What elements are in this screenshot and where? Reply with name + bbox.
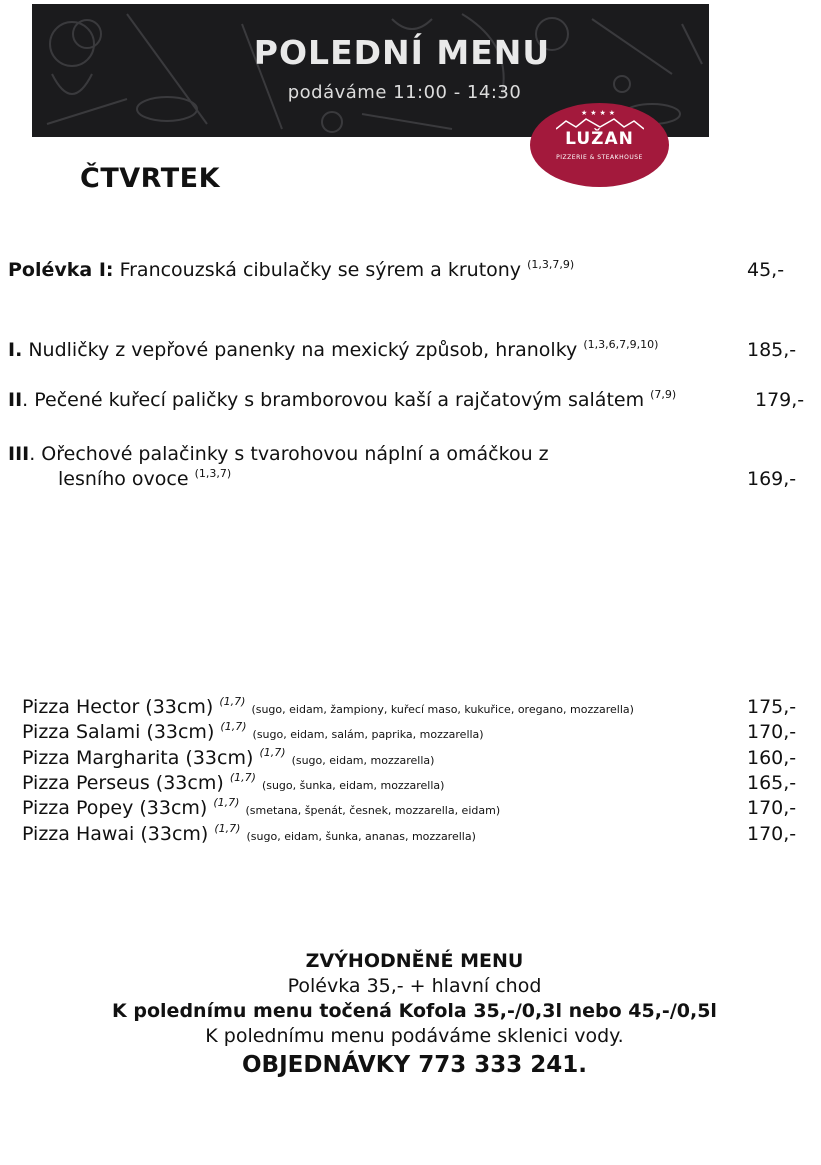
main-name: . Pečené kuřecí paličky s bramborovou kaší a rajčatovým salátem [22, 389, 645, 411]
pizza-name: Pizza Margharita (33cm) [22, 747, 254, 769]
pizza-name: Pizza Perseus (33cm) [22, 772, 224, 794]
pizza-price: 165,- [747, 772, 797, 794]
pizza-allergens: (1,7) [219, 695, 246, 708]
pizza-item [22, 796, 500, 823]
pizza-price: 170,- [747, 721, 797, 743]
logo-tagline: PIZZERIE & STEAKHOUSE [556, 154, 643, 161]
soup-price: 45,- [747, 259, 785, 281]
main-numeral: I. [8, 339, 23, 361]
promo-heading: ZVÝHODNĚNÉ MENU [305, 950, 524, 972]
logo-name: LUŽAN [565, 129, 634, 149]
pizza-ingredients: (sugo, eidam, šunka, ananas, mozzarella) [246, 830, 476, 843]
main-allergens: (1,3,6,7,9,10) [583, 338, 659, 351]
pizza-ingredients: (sugo, eidam, žampiony, kuřecí maso, kukuřice, oregano, mozzarella) [251, 703, 634, 716]
menu-title: POLEDNÍ MENU [253, 33, 551, 72]
pizza-ingredients: (smetana, špenát, česnek, mozzarella, eidam) [245, 804, 501, 817]
pizza-item [22, 771, 444, 798]
main-name: Nudličky z vepřové panenky na mexický způsob, hranolky [22, 339, 578, 361]
water-note: K polednímu menu podáváme sklenici vody. [205, 1025, 624, 1047]
soup-allergens: (1,3,7,9) [527, 258, 575, 271]
pizza-name: Pizza Salami (33cm) [22, 721, 215, 743]
soup-name: Francouzská cibulačky se sýrem a krutony [119, 259, 522, 281]
pizza-item [22, 746, 434, 773]
soup-label: Polévka I: [8, 259, 114, 281]
day-heading: ČTVRTEK [80, 163, 220, 194]
main-price: 169,- [747, 468, 797, 490]
pizza-item [22, 695, 634, 722]
main-allergens: (1,3,7) [194, 467, 232, 480]
main-price: 179,- [755, 389, 805, 411]
serving-hours: podáváme 11:00 - 14:30 [287, 82, 522, 103]
pizza-price: 170,- [747, 823, 797, 845]
kofola-offer: K polednímu menu točená Kofola 35,-/0,3l nebo 45,-/0,5l [112, 1000, 717, 1022]
pizza-name: Pizza Hawai (33cm) [22, 823, 209, 845]
pizza-allergens: (1,7) [259, 746, 286, 759]
pizza-ingredients: (sugo, šunka, eidam, mozzarella) [261, 779, 445, 792]
main-item [8, 388, 676, 415]
main-name-continued: lesního ovoce [58, 468, 189, 490]
promo-line: Polévka 35,- + hlavní chod [287, 975, 542, 997]
stars-icon: ★★★★ [580, 109, 619, 117]
pizza-allergens: (1,7) [213, 796, 240, 809]
pizza-allergens: (1,7) [214, 822, 241, 835]
main-name: . Ořechové palačinky s tvarohovou náplní a omáčkou z [29, 443, 549, 465]
main-item [8, 338, 658, 365]
pizza-ingredients: (sugo, eidam, salám, paprika, mozzarella) [252, 728, 484, 741]
pizza-price: 175,- [747, 696, 797, 718]
restaurant-logo [530, 103, 669, 187]
pizza-price: 170,- [747, 797, 797, 819]
pizza-name: Pizza Hector (33cm) [22, 696, 214, 718]
pizza-name: Pizza Popey (33cm) [22, 797, 208, 819]
main-numeral: II [8, 389, 23, 411]
main-item [8, 442, 549, 466]
main-item-continued [58, 467, 231, 494]
main-price: 185,- [747, 339, 797, 361]
pizza-allergens: (1,7) [220, 720, 247, 733]
pizza-price: 160,- [747, 747, 797, 769]
soup-line [8, 258, 574, 285]
pizza-item [22, 822, 476, 849]
pizza-ingredients: (sugo, eidam, mozzarella) [291, 754, 435, 767]
pizza-allergens: (1,7) [229, 771, 256, 784]
pizza-item [22, 720, 484, 747]
main-numeral: III [8, 443, 30, 465]
main-allergens: (7,9) [650, 388, 677, 401]
order-phone: OBJEDNÁVKY 773 333 241. [242, 1052, 587, 1078]
